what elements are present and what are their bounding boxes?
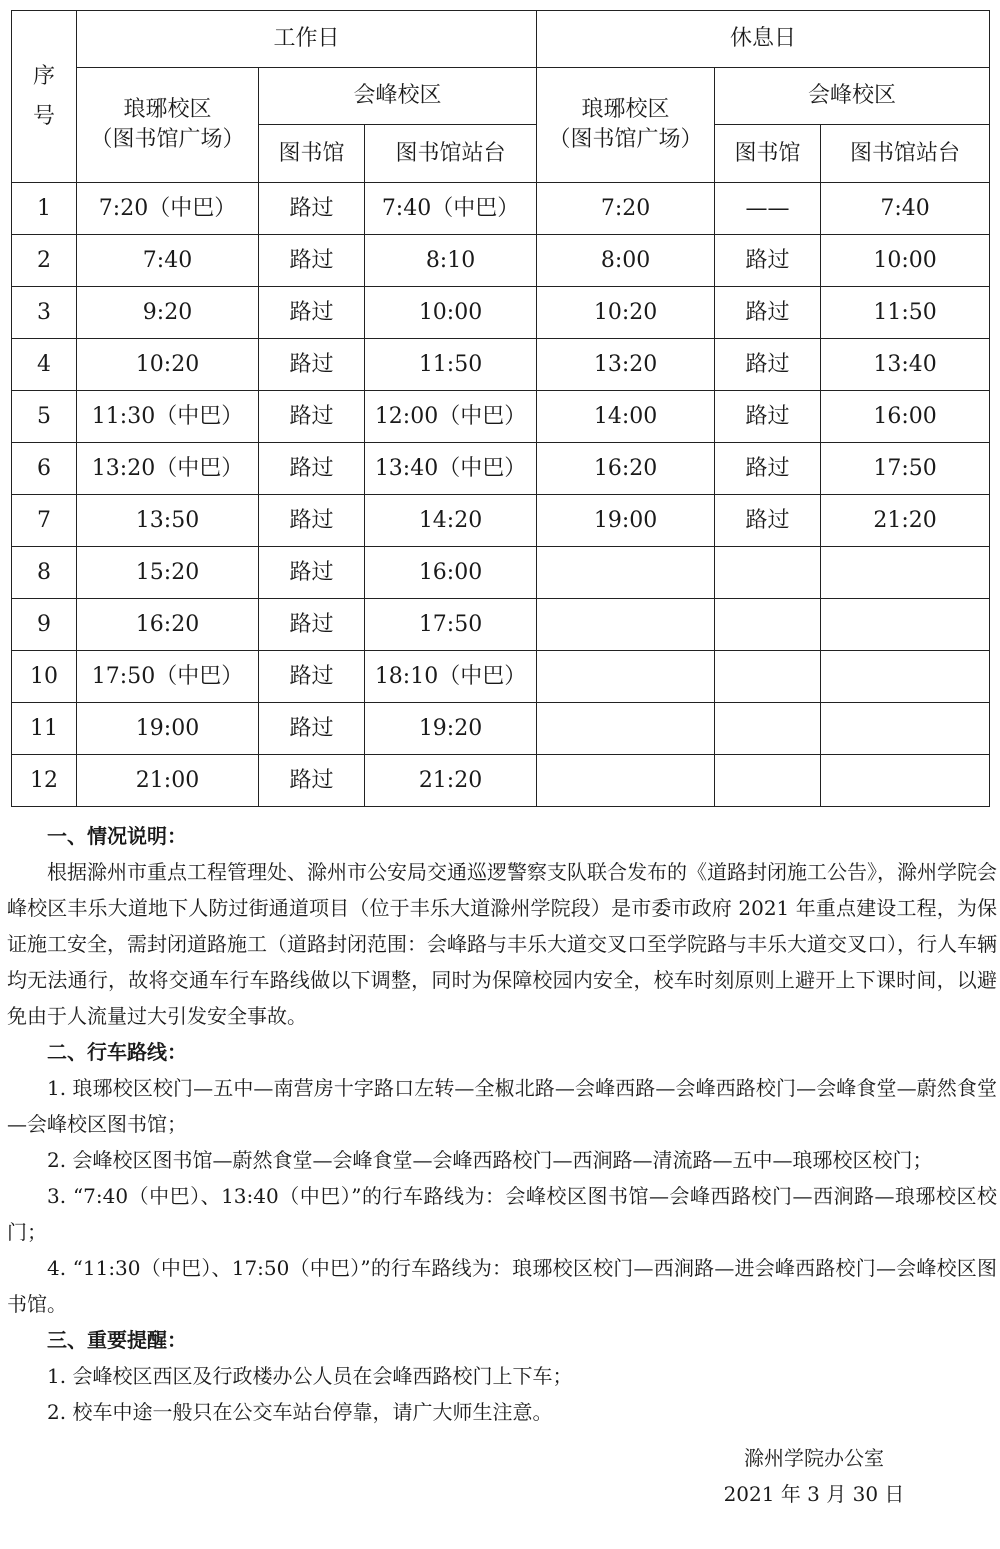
workday-langya-time: 7:40 bbox=[77, 235, 259, 287]
restday-huifeng-header: 会峰校区 bbox=[715, 68, 990, 125]
section-title-reminders: 三、重要提醒： bbox=[47, 1328, 187, 1352]
restday-langya-time: 8:00 bbox=[537, 235, 715, 287]
workday-library-time: 路过 bbox=[259, 651, 365, 703]
restday-langya-time bbox=[537, 651, 715, 703]
table-row bbox=[12, 495, 990, 547]
workday-langya-time: 13:20（中巴） bbox=[77, 443, 259, 495]
restday-langya-time: 10:20 bbox=[537, 287, 715, 339]
workday-library-stop-header: 图书馆站台 bbox=[365, 125, 537, 183]
restday-library-stop-time bbox=[821, 703, 990, 755]
workday-library-stop-time: 21:20 bbox=[365, 755, 537, 807]
seq-header: 序号 bbox=[12, 11, 77, 183]
workday-library-time: 路过 bbox=[259, 443, 365, 495]
workday-library-time: 路过 bbox=[259, 599, 365, 651]
schedule-table bbox=[11, 10, 990, 807]
row-number: 7 bbox=[12, 495, 77, 547]
restday-library-time: —— bbox=[715, 183, 821, 235]
workday-library-stop-time: 16:00 bbox=[365, 547, 537, 599]
workday-library-time: 路过 bbox=[259, 287, 365, 339]
workday-library-time: 路过 bbox=[259, 703, 365, 755]
workday-library-stop-time: 7:40（中巴） bbox=[365, 183, 537, 235]
row-number: 2 bbox=[12, 235, 77, 287]
workday-library-time: 路过 bbox=[259, 391, 365, 443]
workday-library-stop-time: 10:00 bbox=[365, 287, 537, 339]
workday-langya-time: 7:20（中巴） bbox=[77, 183, 259, 235]
workday-library-stop-time: 19:20 bbox=[365, 703, 537, 755]
route-item-1: 1. 琅琊校区校门—五中—南营房十字路口左转—全椒北路—会峰西路—会峰西路校门—会峰食堂—蔚然食堂—会峰校区图书馆； bbox=[7, 1076, 997, 1136]
situation-paragraph: 根据滁州市重点工程管理处、滁州市公安局交通巡逻警察支队联合发布的《道路封闭施工公告》，滁州学院会峰校区丰乐大道地下人防过街通道项目（位于丰乐大道滁州学院段）是市委市政府 2021 年重点建设工程，为保证施工安全，需封闭道路施工（道路封闭范围：会峰路与丰乐大道交叉口至学院路与丰乐大道交叉口），行人车辆均无法通行，故将交通车行车路线做以下调整，同时为保障校园内安全，校车时刻原则上避开上下课时间，以避免由于人流量过大引发安全事故。 bbox=[7, 860, 997, 1028]
restday-library-stop-time bbox=[821, 599, 990, 651]
row-number: 10 bbox=[12, 651, 77, 703]
table-row bbox=[12, 547, 990, 599]
restday-library-stop-time: 10:00 bbox=[821, 235, 990, 287]
restday-library-time bbox=[715, 651, 821, 703]
row-number: 5 bbox=[12, 391, 77, 443]
workday-langya-time: 11:30（中巴） bbox=[77, 391, 259, 443]
restday-langya-time: 7:20 bbox=[537, 183, 715, 235]
table-row bbox=[12, 391, 990, 443]
workday-library-time: 路过 bbox=[259, 547, 365, 599]
workday-library-time: 路过 bbox=[259, 235, 365, 287]
route-item-4: 4. “11:30（中巴）、17:50（中巴）”的行车路线为：琅琊校区校门—西涧路—进会峰西路校门—会峰校区图书馆。 bbox=[7, 1256, 997, 1316]
restday-library-stop-time: 11:50 bbox=[821, 287, 990, 339]
workday-langya-time: 13:50 bbox=[77, 495, 259, 547]
restday-library-time bbox=[715, 703, 821, 755]
table-row bbox=[12, 651, 990, 703]
restday-library-stop-time: 13:40 bbox=[821, 339, 990, 391]
workday-langya-time: 15:20 bbox=[77, 547, 259, 599]
table-row bbox=[12, 339, 990, 391]
reminder-item-1: 1. 会峰校区西区及行政楼办公人员在会峰西路校门上下车； bbox=[47, 1364, 573, 1388]
table-row bbox=[12, 287, 990, 339]
restday-langya-time bbox=[537, 703, 715, 755]
workday-library-time: 路过 bbox=[259, 755, 365, 807]
workday-langya-time: 16:20 bbox=[77, 599, 259, 651]
workday-langya-time: 17:50（中巴） bbox=[77, 651, 259, 703]
workday-library-stop-time: 8:10 bbox=[365, 235, 537, 287]
workday-library-stop-time: 14:20 bbox=[365, 495, 537, 547]
workday-langya-header: 琅琊校区 （图书馆广场） bbox=[77, 68, 259, 183]
workday-langya-time: 21:00 bbox=[77, 755, 259, 807]
restday-library-time: 路过 bbox=[715, 495, 821, 547]
restday-library-time: 路过 bbox=[715, 391, 821, 443]
restday-library-header: 图书馆 bbox=[715, 125, 821, 183]
restday-library-time bbox=[715, 599, 821, 651]
restday-library-stop-time bbox=[821, 755, 990, 807]
restday-library-stop-time: 21:20 bbox=[821, 495, 990, 547]
restday-header: 休息日 bbox=[537, 11, 990, 68]
restday-library-time: 路过 bbox=[715, 339, 821, 391]
table-row bbox=[12, 183, 990, 235]
workday-library-time: 路过 bbox=[259, 183, 365, 235]
restday-langya-time: 14:00 bbox=[537, 391, 715, 443]
restday-library-time: 路过 bbox=[715, 287, 821, 339]
row-number: 9 bbox=[12, 599, 77, 651]
section-title-situation: 一、情况说明： bbox=[47, 824, 187, 848]
workday-langya-time: 10:20 bbox=[77, 339, 259, 391]
workday-langya-time: 9:20 bbox=[77, 287, 259, 339]
restday-library-stop-time: 7:40 bbox=[821, 183, 990, 235]
schedule-body bbox=[12, 183, 990, 807]
section-title-routes: 二、行车路线： bbox=[47, 1040, 187, 1064]
restday-library-time: 路过 bbox=[715, 443, 821, 495]
restday-library-stop-time bbox=[821, 651, 990, 703]
workday-library-stop-time: 18:10（中巴） bbox=[365, 651, 537, 703]
signature-date: 2021 年 3 月 30 日 bbox=[723, 1482, 905, 1506]
route-item-3: 3. “7:40（中巴）、13:40（中巴）”的行车路线为：会峰校区图书馆—会峰西路校门—西涧路—琅琊校区校门； bbox=[7, 1184, 997, 1244]
workday-library-header: 图书馆 bbox=[259, 125, 365, 183]
restday-langya-time: 13:20 bbox=[537, 339, 715, 391]
workday-library-stop-time: 11:50 bbox=[365, 339, 537, 391]
table-row bbox=[12, 599, 990, 651]
table-row bbox=[12, 755, 990, 807]
reminder-item-2: 2. 校车中途一般只在公交车站台停靠，请广大师生注意。 bbox=[47, 1400, 553, 1424]
notes-section bbox=[7, 818, 997, 1430]
row-number: 8 bbox=[12, 547, 77, 599]
route-item-2: 2. 会峰校区图书馆—蔚然食堂—会峰食堂—会峰西路校门—西涧路—清流路—五中—琅琊校区校门； bbox=[47, 1148, 933, 1172]
restday-library-time bbox=[715, 547, 821, 599]
table-row bbox=[12, 235, 990, 287]
row-number: 1 bbox=[12, 183, 77, 235]
row-number: 4 bbox=[12, 339, 77, 391]
restday-library-time: 路过 bbox=[715, 235, 821, 287]
workday-library-stop-time: 13:40（中巴） bbox=[365, 443, 537, 495]
workday-langya-time: 19:00 bbox=[77, 703, 259, 755]
row-number: 3 bbox=[12, 287, 77, 339]
restday-langya-header: 琅琊校区 （图书馆广场） bbox=[537, 68, 715, 183]
workday-header: 工作日 bbox=[77, 11, 537, 68]
restday-langya-time bbox=[537, 755, 715, 807]
restday-library-time bbox=[715, 755, 821, 807]
row-number: 6 bbox=[12, 443, 77, 495]
restday-langya-time bbox=[537, 599, 715, 651]
restday-langya-time: 19:00 bbox=[537, 495, 715, 547]
signature-org: 滁州学院办公室 bbox=[744, 1446, 884, 1470]
restday-library-stop-time: 16:00 bbox=[821, 391, 990, 443]
restday-langya-time: 16:20 bbox=[537, 443, 715, 495]
row-number: 11 bbox=[12, 703, 77, 755]
workday-library-time: 路过 bbox=[259, 495, 365, 547]
row-number: 12 bbox=[12, 755, 77, 807]
restday-library-stop-header: 图书馆站台 bbox=[821, 125, 990, 183]
restday-langya-time bbox=[537, 547, 715, 599]
workday-huifeng-header: 会峰校区 bbox=[259, 68, 537, 125]
workday-library-stop-time: 17:50 bbox=[365, 599, 537, 651]
restday-library-stop-time: 17:50 bbox=[821, 443, 990, 495]
restday-library-stop-time bbox=[821, 547, 990, 599]
workday-library-stop-time: 12:00（中巴） bbox=[365, 391, 537, 443]
signature-block bbox=[714, 1440, 914, 1512]
workday-library-time: 路过 bbox=[259, 339, 365, 391]
table-row bbox=[12, 703, 990, 755]
table-row bbox=[12, 443, 990, 495]
